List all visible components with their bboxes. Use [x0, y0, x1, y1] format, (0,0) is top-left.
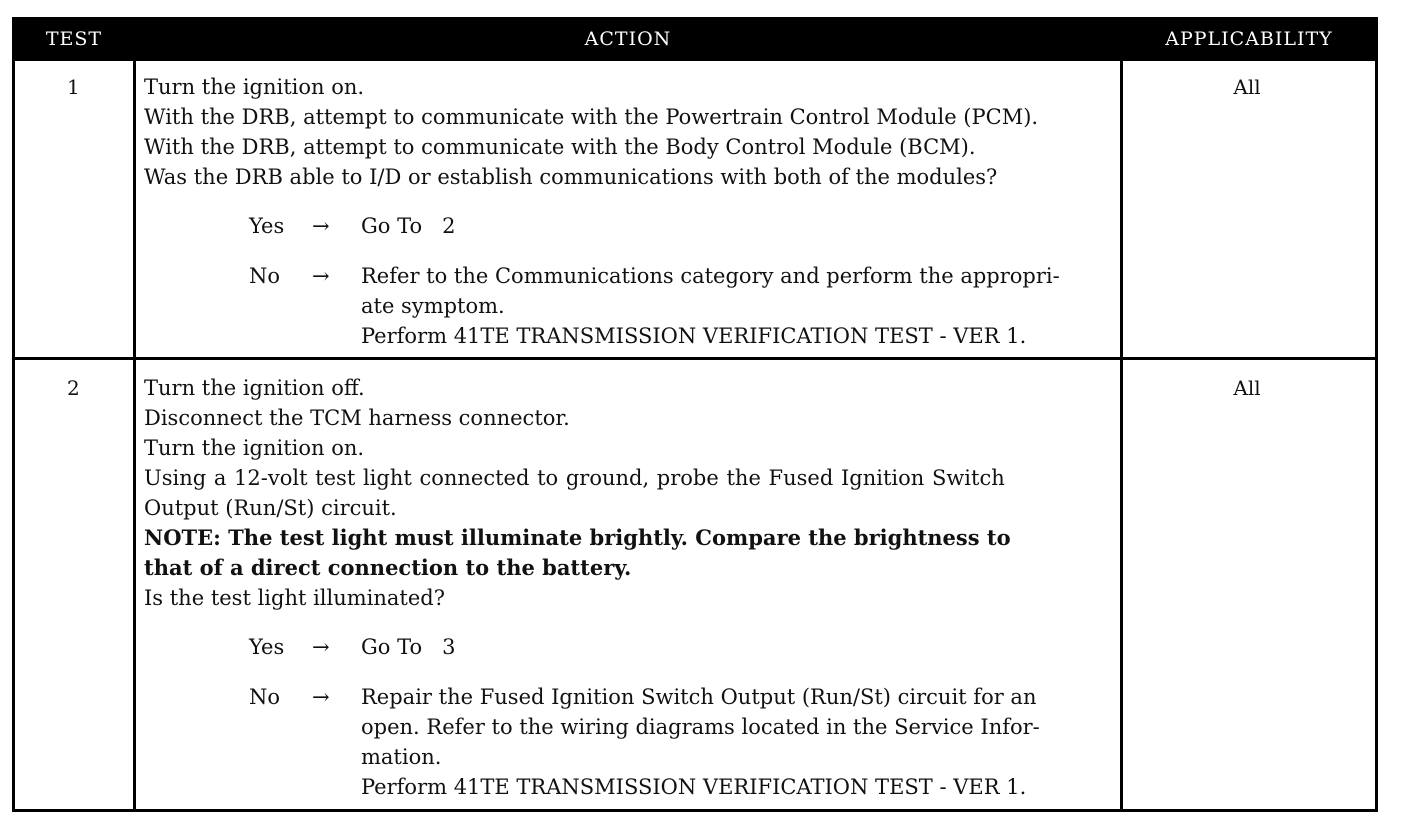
- note-line: that of a direct connection to the battery.: [144, 555, 632, 580]
- yes-result: Go To 2: [361, 214, 456, 238]
- yes-outcome: [144, 211, 1116, 241]
- question-line: Is the test light illuminated?: [144, 586, 446, 610]
- header-applicability: APPLICABILITY: [1165, 28, 1333, 50]
- action-step: Turn the ignition off.: [144, 376, 365, 400]
- no-result-line: Perform 41TE TRANSMISSION VERIFICATION TEST - VER 1.: [361, 324, 1027, 348]
- action-step: Output (Run/St) circuit.: [144, 496, 397, 520]
- arrow-icon: →: [312, 264, 330, 288]
- diagnostic-table: [12, 17, 1378, 812]
- no-result-line: Repair the Fused Ignition Switch Output (Run/St) circuit for an: [361, 685, 1037, 709]
- no-result-line: Refer to the Communications category and perform the appropri-: [361, 264, 1060, 288]
- arrow-icon: →: [312, 685, 330, 709]
- header-action: ACTION: [584, 28, 672, 50]
- applicability-value: All: [1233, 75, 1261, 99]
- action-step: Was the DRB able to I/D or establish communications with both of the modules?: [144, 165, 998, 189]
- no-result-line: Perform 41TE TRANSMISSION VERIFICATION TEST - VER 1.: [361, 775, 1027, 799]
- action-cell-2: [144, 373, 1116, 802]
- action-cell-1: [144, 72, 1116, 351]
- action-step: Using a 12-volt test light connected to ground, probe the Fused Ignition Switch: [144, 466, 1005, 490]
- column-divider: [1120, 61, 1123, 812]
- no-outcome: [144, 261, 1116, 351]
- note-line: NOTE: The test light must illuminate brightly. Compare the brightness to: [144, 525, 1011, 550]
- table-header: [15, 20, 1375, 61]
- test-number: 2: [67, 376, 80, 400]
- action-step: Turn the ignition on.: [144, 436, 365, 460]
- action-step: With the DRB, attempt to communicate with the Powertrain Control Module (PCM).: [144, 105, 1039, 129]
- no-label: No: [249, 264, 281, 288]
- no-result-line: ate symptom.: [361, 294, 505, 318]
- no-label: No: [249, 685, 281, 709]
- action-step: Turn the ignition on.: [144, 75, 365, 99]
- no-result-line: mation.: [361, 745, 442, 769]
- no-result-line: open. Refer to the wiring diagrams located in the Service Infor-: [361, 715, 1040, 739]
- arrow-icon: →: [312, 635, 330, 659]
- header-test: TEST: [45, 28, 103, 50]
- action-step: Disconnect the TCM harness connector.: [144, 406, 570, 430]
- action-step: With the DRB, attempt to communicate with the Body Control Module (BCM).: [144, 135, 976, 159]
- row-divider: [15, 357, 1375, 360]
- no-outcome: [144, 682, 1116, 802]
- arrow-icon: →: [312, 214, 330, 238]
- yes-label: Yes: [249, 635, 285, 659]
- test-number: 1: [67, 75, 80, 99]
- yes-label: Yes: [249, 214, 285, 238]
- applicability-value: All: [1233, 376, 1261, 400]
- yes-result: Go To 3: [361, 635, 456, 659]
- yes-outcome: [144, 632, 1116, 662]
- column-divider: [133, 61, 136, 812]
